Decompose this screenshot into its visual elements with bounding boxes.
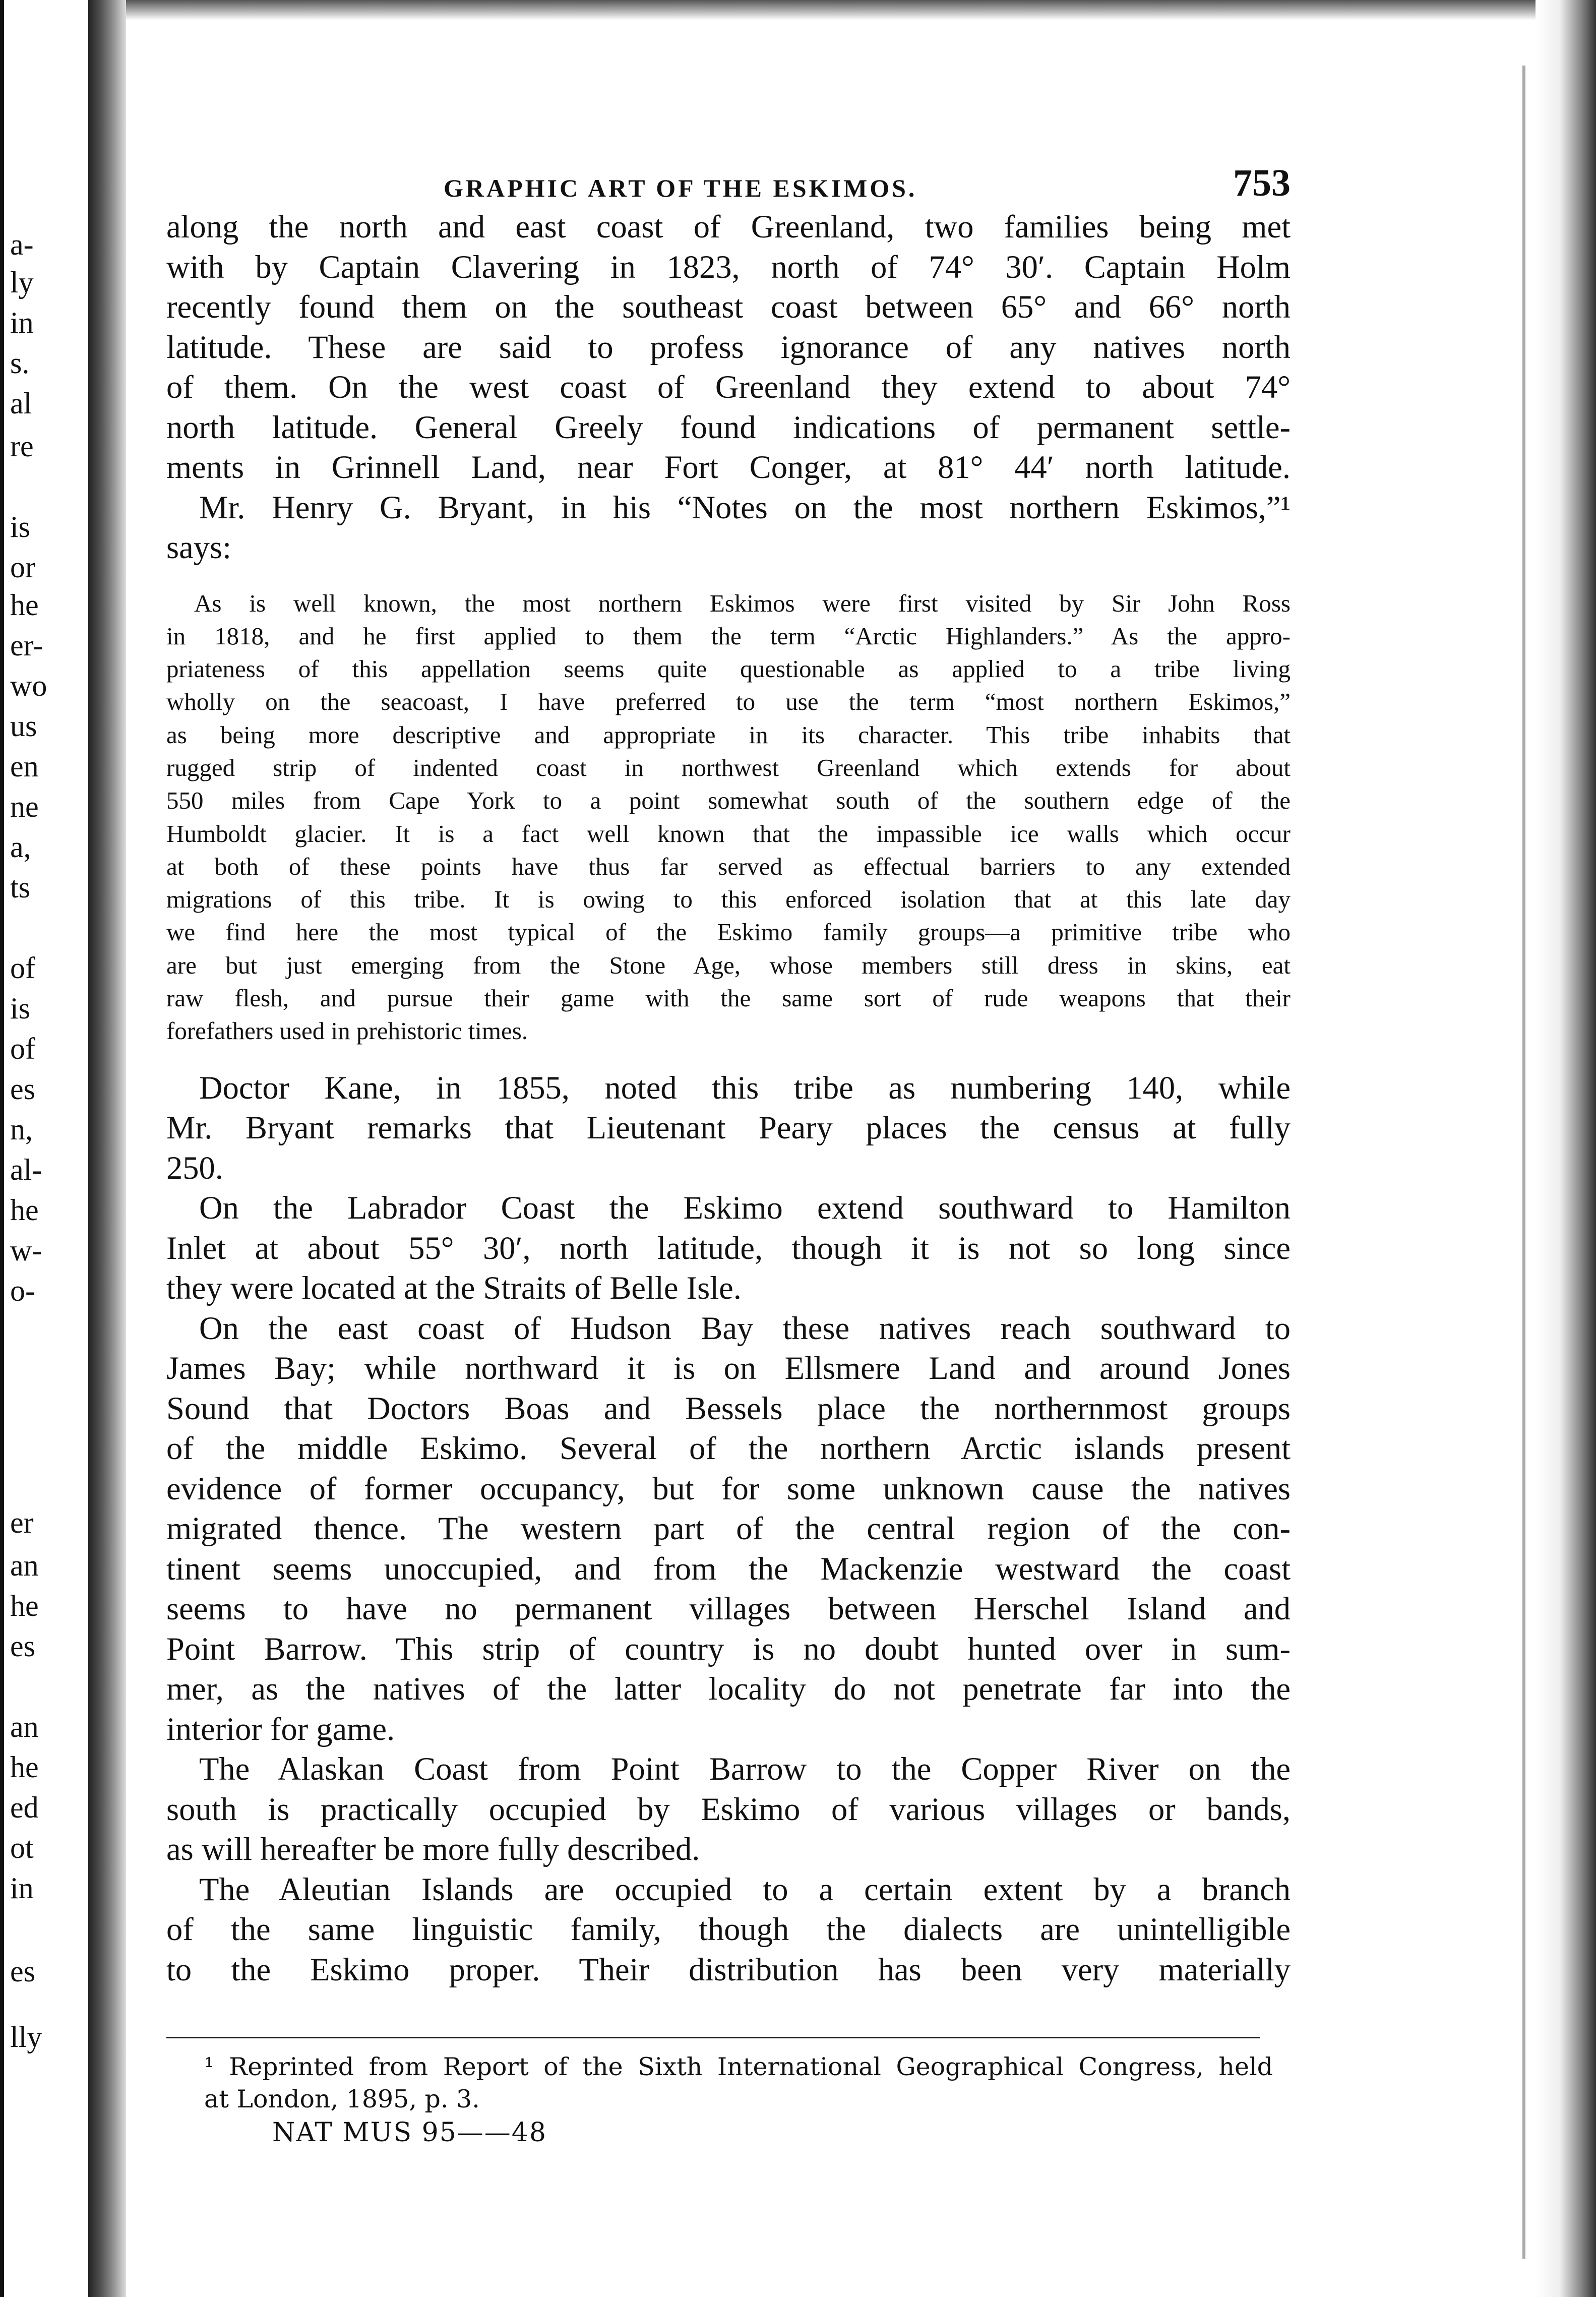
book-gutter-shadow (88, 0, 126, 2297)
text-line: Doctor Kane, in 1855, noted this tribe as numbering 140, while (199, 1069, 1291, 1106)
margin-fragment: or (10, 551, 35, 584)
text-line: interior for game. (166, 1711, 395, 1747)
paragraph (166, 1869, 1291, 1990)
quote-line: wholly on the seacoast, I have preferred to use the term “most northern Eskimos,” (166, 688, 1291, 716)
margin-fragment: es (10, 1072, 35, 1106)
margin-fragment: er- (10, 629, 43, 662)
text-line: of the middle Eskimo. Several of the northern Arctic islands present (166, 1430, 1291, 1467)
text-line: recently found them on the southeast coast between 65° and 66° north (166, 289, 1291, 325)
quote-line: Humboldt glacier. It is a fact well known that the impassible ice walls which occur (166, 819, 1291, 848)
body-text (166, 207, 1291, 568)
quote-line: as being more descriptive and appropriate in its character. This tribe inhabits that (166, 720, 1291, 749)
margin-fragment: es (10, 1955, 35, 1988)
text-line: Mr. Henry G. Bryant, in his “Notes on the most northern Eskimos,”¹ (199, 489, 1291, 525)
margin-fragment: is (10, 992, 31, 1025)
margin-fragment: he (10, 588, 39, 622)
paragraph (166, 1188, 1291, 1308)
scan-border (0, 0, 4, 2297)
text-line: On the east coast of Hudson Bay these natives reach southward to (199, 1310, 1291, 1346)
quote-line: rugged strip of indented coast in northwest Greenland which extends for about (166, 753, 1291, 781)
quote-line: migrations of this tribe. It is owing to this enforced isolation that at this late day (166, 885, 1291, 914)
footnote-line: at London, 1895, p. 3. (204, 2085, 480, 2113)
page-number: 753 (1233, 162, 1291, 204)
margin-fragment: ot (10, 1831, 34, 1864)
text-line: of them. On the west coast of Greenland they extend to about 74° (166, 369, 1291, 405)
margin-fragment: o- (10, 1274, 35, 1307)
quote-line: 550 miles from Cape York to a point somewhat south of the southern edge of the (166, 787, 1291, 815)
paragraph (166, 207, 1291, 488)
text-line: as will hereafter be more fully described. (166, 1831, 700, 1867)
text-line: The Aleutian Islands are occupied to a certain extent by a branch (199, 1871, 1291, 1907)
quote-line: in 1818, and he first applied to them the term “Arctic Highlanders.” As the appro- (166, 622, 1291, 650)
text-line: evidence of former occupancy, but for some unknown cause the natives (166, 1470, 1291, 1506)
margin-fragment: an (10, 1549, 39, 1582)
paragraph (166, 488, 1291, 568)
text-line: Point Barrow. This strip of country is no doubt hunted over in sum- (166, 1630, 1291, 1667)
margin-fragment: he (10, 1750, 39, 1784)
margin-fragment: he (10, 1193, 39, 1227)
text-line: they were located at the Straits of Belle Isle. (166, 1270, 742, 1306)
printer-signature: NAT MUS 95——48 (272, 2118, 547, 2148)
margin-fragment: ne (10, 790, 39, 823)
margin-fragment: a, (10, 830, 31, 864)
margin-fragment: of (10, 1032, 35, 1065)
running-title: GRAPHIC ART OF THE ESKIMOS. (444, 174, 917, 202)
footnote (204, 2051, 1273, 2115)
margin-fragment: al- (10, 1153, 42, 1186)
text-line: with by Captain Clavering in 1823, north of 74° 30′. Captain Holm (166, 249, 1291, 285)
margin-fragment: wo (10, 669, 47, 702)
margin-fragment: is (10, 510, 31, 543)
margin-fragment: in (10, 1871, 34, 1905)
page-top-shadow (126, 0, 1536, 20)
text-line: Mr. Bryant remarks that Lieutenant Peary places the census at fully (166, 1110, 1291, 1146)
text-line: The Alaskan Coast from Point Barrow to the Copper River on the (199, 1751, 1291, 1787)
margin-fragment: en (10, 750, 39, 783)
right-binding-shadow (1536, 0, 1596, 2297)
text-line: along the north and east coast of Greenland, two families being met (166, 209, 1291, 245)
text-line: James Bay; while northward it is on Ellsmere Land and around Jones (166, 1350, 1291, 1386)
page-edge-line (1522, 66, 1525, 2259)
quote-line: priateness of this appellation seems quite questionable as applied to a tribe living (166, 655, 1291, 683)
adjacent-page-strip (0, 0, 126, 2297)
margin-fragment: w- (10, 1234, 42, 1267)
margin-fragment: es (10, 1629, 35, 1663)
page-header (166, 151, 1291, 207)
text-line: ments in Grinnell Land, near Fort Conger, at 81° 44′ north latitude. (166, 449, 1291, 485)
text-line: On the Labrador Coast the Eskimo extend southward to Hamilton (199, 1190, 1291, 1226)
paragraph (166, 1068, 1291, 1188)
text-line: tinent seems unoccupied, and from the Mackenzie westward the coast (166, 1550, 1291, 1587)
margin-fragment: s. (10, 346, 30, 380)
quote-line: are but just emerging from the Stone Age, whose members still dress in skins, eat (166, 951, 1291, 979)
margin-fragment: he (10, 1589, 39, 1622)
text-line: Inlet at about 55° 30′, north latitude, though it is not so long since (166, 1230, 1291, 1266)
text-line: south is practically occupied by Eskimo of various villages or bands, (166, 1791, 1291, 1827)
margin-fragment: n, (10, 1113, 33, 1146)
margin-fragment: us (10, 709, 37, 743)
text-line: says: (166, 529, 231, 565)
quote-line: at both of these points have thus far served as effectual barriers to any extended (166, 852, 1291, 880)
block-quote (166, 587, 1291, 1048)
margin-fragment: ed (10, 1791, 39, 1824)
margin-fragment: a- (10, 228, 34, 261)
text-line: north latitude. General Greely found indications of permanent settle- (166, 409, 1291, 445)
margin-fragment: in (10, 306, 34, 339)
text-line: seems to have no permanent villages between Herschel Island and (166, 1591, 1291, 1627)
text-line: mer, as the natives of the latter locality do not penetrate far into the (166, 1671, 1291, 1707)
margin-fragment: ts (10, 871, 31, 904)
quote-line: As is well known, the most northern Eskimos were first visited by Sir John Ross (194, 589, 1291, 617)
quote-line: forefathers used in prehistoric times. (166, 1017, 528, 1045)
quote-line: raw flesh, and pursue their game with the same sort of rude weapons that their (166, 984, 1291, 1012)
footnote-line: ¹ Reprinted from Report of the Sixth International Geographical Congress, held (204, 2052, 1273, 2081)
text-line: to the Eskimo proper. Their distribution has been very materially (166, 1951, 1291, 1987)
book-page (166, 151, 1291, 1989)
text-line: 250. (166, 1150, 223, 1186)
paragraph (166, 1308, 1291, 1749)
paragraph (166, 1749, 1291, 1869)
quote-line: we find here the most typical of the Eskimo family groups—a primitive tribe who (166, 918, 1291, 946)
margin-fragment: er (10, 1506, 34, 1539)
margin-fragment: al (10, 387, 32, 420)
body-text (166, 1068, 1291, 1990)
text-line: migrated thence. The western part of the central region of the con- (166, 1510, 1291, 1547)
text-line: of the same linguistic family, though the dialects are unintelligible (166, 1911, 1291, 1948)
margin-fragment: lly (10, 2020, 42, 2053)
margin-fragment: ly (10, 266, 34, 299)
margin-fragment: re (10, 430, 34, 463)
footnote-rule (166, 2037, 1260, 2038)
margin-fragment: of (10, 951, 35, 985)
text-line: Sound that Doctors Boas and Bessels place the northernmost groups (166, 1390, 1291, 1426)
margin-fragment: an (10, 1710, 39, 1743)
text-line: latitude. These are said to profess ignorance of any natives north (166, 329, 1291, 365)
